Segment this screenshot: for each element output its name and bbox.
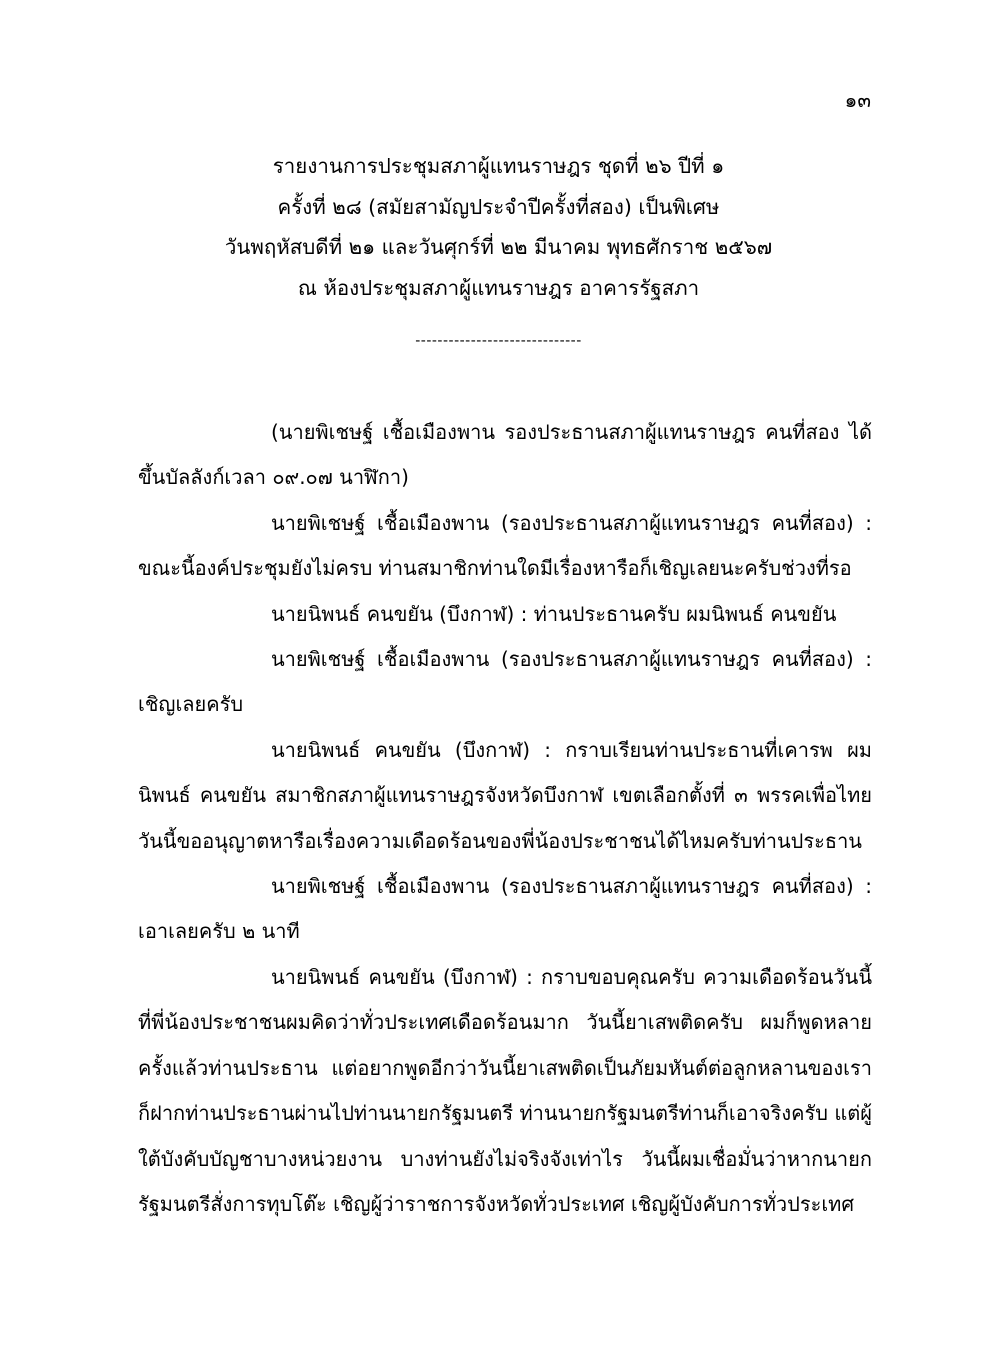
document-heading (0, 146, 997, 308)
heading-divider: ------------------------------ (415, 333, 582, 349)
heading-line-4: ณ ห้องประชุมสภาผู้แทนราษฎร อาคารรัฐสภา (297, 275, 700, 300)
heading-line-2: ครั้งที่ ๒๘ (สมัยสามัญประจำปีครั้งที่สอง) เป็นพิเศษ (277, 194, 720, 219)
heading-line-1: รายงานการประชุมสภาผู้แทนราษฎร ชุดที่ ๒๖ ปีที่ ๑ (272, 154, 725, 178)
paragraph-speech: นายนิพนธ์ คนขยัน (บึงกาฬ) : ท่านประธานครับ ผมนิพนธ์ คนขยัน (271, 601, 837, 626)
page-number: ๑๓ (844, 88, 871, 112)
paragraph-speech: นายนิพนธ์ คนขยัน (บึงกาฬ) : กราบเรียนท่านประธานที่เคารพ ผม นิพนธ์ คนขยัน สมาชิกสภาผู้แทนราษฎรจังหวัดบึงกาฬ เขตเลือกตั้งที่ ๓ พรรคเพื่อไทย วันนี้ขออนุญาตหารือเรื่องความเดือดร้อนของพี่น้องประชาชนได้ไหมครับท่านประธาน (138, 737, 872, 853)
paragraph-session-note: (นายพิเชษฐ์ เชื้อเมืองพาน รองประธานสภาผู้แทนราษฎร คนที่สอง ได้ขึ้นบัลลังก์เวลา ๐๙.๐๗ นาฬิกา) (138, 420, 872, 490)
heading-line-3: วันพฤหัสบดีที่ ๒๑ และวันศุกร์ที่ ๒๒ มีนาคม พุทธศักราช ๒๕๖๗ (224, 235, 773, 259)
transcript-body (138, 410, 872, 1227)
paragraph-speech: นายนิพนธ์ คนขยัน (บึงกาฬ) : กราบขอบคุณครับ ความเดือดร้อนวันนี้ที่พี่น้องประชาชนผมคิดว่าทั่วประเทศเดือดร้อนมาก วันนี้ยาเสพติดครับ ผมก็พูดหลายครั้งแล้วท่านประธาน แต่อยากพูดอีกว่าวันนี้ยาเสพติดเป็นภัยมหันต์ต่อลูกหลานของเราก็ฝากท่านประธานผ่านไปท่านนายกรัฐมนตรี ท่านนายกรัฐมนตรีท่านก็เอาจริงครับ แต่ผู้ใต้บังคับบัญชาบางหน่วยงาน บางท่านยังไม่จริงจังเท่าไร วันนี้ผมเชื่อมั่นว่าหากนายกรัฐมนตรีสั่งการทุบโต๊ะ เชิญผู้ว่าราชการจังหวัดทั่วประเทศ เชิญผู้บังคับการทั่วประเทศ (138, 964, 872, 1216)
paragraph-speech: นายพิเชษฐ์ เชื้อเมืองพาน (รองประธานสภาผู้แทนราษฎร คนที่สอง) : เอาเลยครับ ๒ นาที (138, 874, 872, 944)
paragraph-speech: นายพิเชษฐ์ เชื้อเมืองพาน (รองประธานสภาผู้แทนราษฎร คนที่สอง) : เชิญเลยครับ (138, 647, 872, 717)
paragraph-speech: นายพิเชษฐ์ เชื้อเมืองพาน (รองประธานสภาผู้แทนราษฎร คนที่สอง) : ขณะนี้องค์ประชุมยังไม่ครบ ท่านสมาชิกท่านใดมีเรื่องหารือก็เชิญเลยนะครับช่วงที่รอ (138, 510, 872, 581)
